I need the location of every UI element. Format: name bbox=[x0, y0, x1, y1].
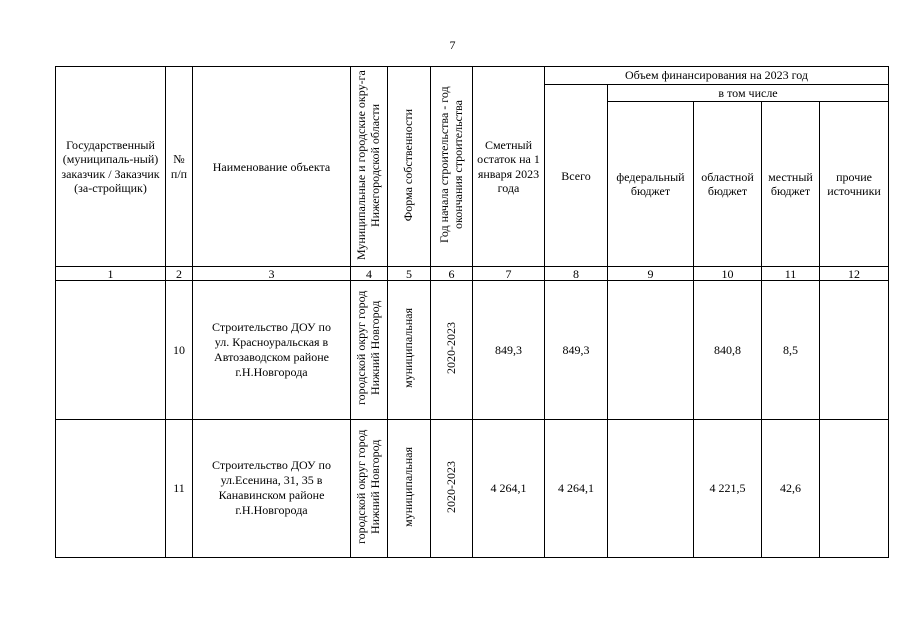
cell-regional: 4 221,5 bbox=[694, 419, 762, 557]
cell-number: 10 bbox=[166, 281, 193, 419]
header-local: местный бюджет bbox=[762, 102, 820, 267]
header-total: Всего bbox=[545, 85, 608, 267]
column-number: 8 bbox=[545, 267, 608, 281]
header-customer: Государственный (муниципаль-ный) заказчик / Заказчик (за-стройщик) bbox=[56, 67, 166, 267]
header-years: Год начала строительства - год окончания строительства bbox=[431, 67, 473, 267]
header-number: № п/п bbox=[166, 67, 193, 267]
cell-years: 2020-2023 bbox=[431, 419, 473, 557]
cell-customer bbox=[56, 281, 166, 419]
column-number: 3 bbox=[193, 267, 351, 281]
column-number: 4 bbox=[351, 267, 388, 281]
header-funding-group: Объем финансирования на 2023 год bbox=[545, 67, 889, 85]
cell-other bbox=[820, 419, 889, 557]
column-number: 10 bbox=[694, 267, 762, 281]
cell-total: 849,3 bbox=[545, 281, 608, 419]
cell-object-name: Строительство ДОУ по ул. Красноуральская в Автозаводском районе г.Н.Новгорода bbox=[193, 281, 351, 419]
column-number: 12 bbox=[820, 267, 889, 281]
header-remaining: Сметный остаток на 1 января 2023 года bbox=[473, 67, 545, 267]
cell-federal bbox=[608, 281, 694, 419]
column-number: 6 bbox=[431, 267, 473, 281]
table-row bbox=[56, 419, 889, 557]
cell-local: 8,5 bbox=[762, 281, 820, 419]
financing-table bbox=[55, 66, 889, 558]
column-number: 7 bbox=[473, 267, 545, 281]
cell-customer bbox=[56, 419, 166, 557]
table-row bbox=[56, 281, 889, 419]
cell-federal bbox=[608, 419, 694, 557]
column-number: 11 bbox=[762, 267, 820, 281]
header-including: в том числе bbox=[608, 85, 889, 102]
cell-municipality: городской округ город Нижний Новгород bbox=[351, 419, 388, 557]
cell-municipality: городской округ город Нижний Новгород bbox=[351, 281, 388, 419]
column-numbers-row bbox=[56, 267, 889, 281]
header-object-name: Наименование объекта bbox=[193, 67, 351, 267]
cell-regional: 840,8 bbox=[694, 281, 762, 419]
cell-ownership: муниципальная bbox=[388, 281, 431, 419]
cell-ownership: муниципальная bbox=[388, 419, 431, 557]
column-number: 5 bbox=[388, 267, 431, 281]
cell-total: 4 264,1 bbox=[545, 419, 608, 557]
header-municipality: Муниципальные и городские окру-га Нижегородской области bbox=[351, 67, 388, 267]
header-federal: федеральный бюджет bbox=[608, 102, 694, 267]
column-number: 2 bbox=[166, 267, 193, 281]
column-number: 9 bbox=[608, 267, 694, 281]
column-number: 1 bbox=[56, 267, 166, 281]
header-ownership: Форма собственности bbox=[388, 67, 431, 267]
cell-other bbox=[820, 281, 889, 419]
header-regional: областной бюджет bbox=[694, 102, 762, 267]
cell-years: 2020-2023 bbox=[431, 281, 473, 419]
header-other: прочие источники bbox=[820, 102, 889, 267]
cell-remaining: 4 264,1 bbox=[473, 419, 545, 557]
cell-remaining: 849,3 bbox=[473, 281, 545, 419]
cell-number: 11 bbox=[166, 419, 193, 557]
cell-local: 42,6 bbox=[762, 419, 820, 557]
page-number: 7 bbox=[449, 38, 456, 52]
cell-object-name: Строительство ДОУ по ул.Есенина, 31, 35 в Канавинском районе г.Н.Новгорода bbox=[193, 419, 351, 557]
